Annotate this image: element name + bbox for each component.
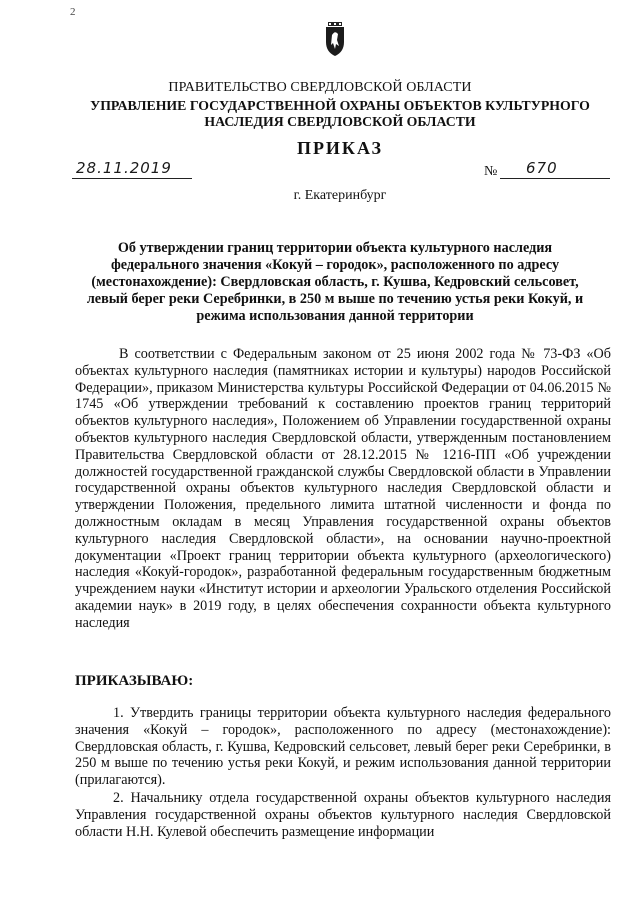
- number-handwritten: 670: [526, 159, 558, 177]
- coat-of-arms-icon: [323, 22, 347, 56]
- preamble-paragraph: В соответствии с Федеральным законом от 25 июня 2002 года № 73-ФЗ «Об объектах культурного наследия (памятниках истории и культуры) народов Российской Федерации», приказом Министерства культуры Российской Федерации от 04.06.2015 № 1745 «Об утверждении требований к составлению проектов границ территорий объектов культурного наследия», Положением об Управлении государственной охраны объектов культурного наследия Свердловской области, утвержденным постановлением Правительства Свердловской области от 28.12.2015 № 1216-ПП «Об учреждении должностей государственной гражданской службы Свердловской области в Управлении государственной охраны объектов культурного наследия Свердловской области и утверждении Положения, предельного лимита штатной численности и фонда по должностным окладам в месяц Управления государственной охраны объектов культурного наследия Свердловской области», на основании научно-проектной документации «Проект границ территории объекта культурного (археологического) наследия «Кокуй-городок», разработанной федеральным государственным бюджетным учреждением науки «Институт истории и археологии Уральского отделения Российской академии наук» в 2019 году, в целях обеспечения сохранности объекта культурного наследия: [75, 346, 611, 631]
- date-field: [72, 158, 192, 179]
- order-heading: Об утверждении границ территории объекта культурного наследия федерального значения «Кокуй – городок», расположенного по адресу (местонахождение): Свердловская область, г. Кушва, Кедровский сельсовет, левый берег реки Серебринки, в 250 м выше по течению устья реки Кокуй, и режима использования данной территории: [86, 240, 584, 324]
- document-type: ПРИКАЗ: [296, 138, 384, 158]
- number-label: №: [484, 164, 498, 179]
- page-number: 2: [70, 6, 76, 18]
- city-line: г. Екатеринбург: [293, 188, 387, 203]
- number-field: [500, 158, 610, 179]
- department-name: УПРАВЛЕНИЕ ГОСУДАРСТВЕННОЙ ОХРАНЫ ОБЪЕКТОВ КУЛЬТУРНОГО НАСЛЕДИЯ СВЕРДЛОВСКОЙ ОБЛАСТИ: [90, 98, 590, 129]
- government-name: ПРАВИТЕЛЬСТВО СВЕРДЛОВСКОЙ ОБЛАСТИ: [168, 80, 472, 95]
- order-item-2: 2. Начальнику отдела государственной охраны объектов культурного наследия Управления государственной охраны объектов культурного наследия Свердловской области Н.Н. Кулевой обеспечить размещение информации: [75, 790, 611, 840]
- order-item-1: 1. Утвердить границы территории объекта культурного наследия федерального значения «Кокуй – городок», расположенного по адресу (местонахождение): Свердловская область, г. Кушва, Кедровский сельсовет, левый берег реки Серебринки, в 250 м выше по течению устья реки Кокуй, и режим использования данной территории (прилагаются).: [75, 705, 611, 789]
- order-word: ПРИКАЗЫВАЮ:: [75, 673, 194, 689]
- date-handwritten: 28.11.2019: [76, 159, 172, 177]
